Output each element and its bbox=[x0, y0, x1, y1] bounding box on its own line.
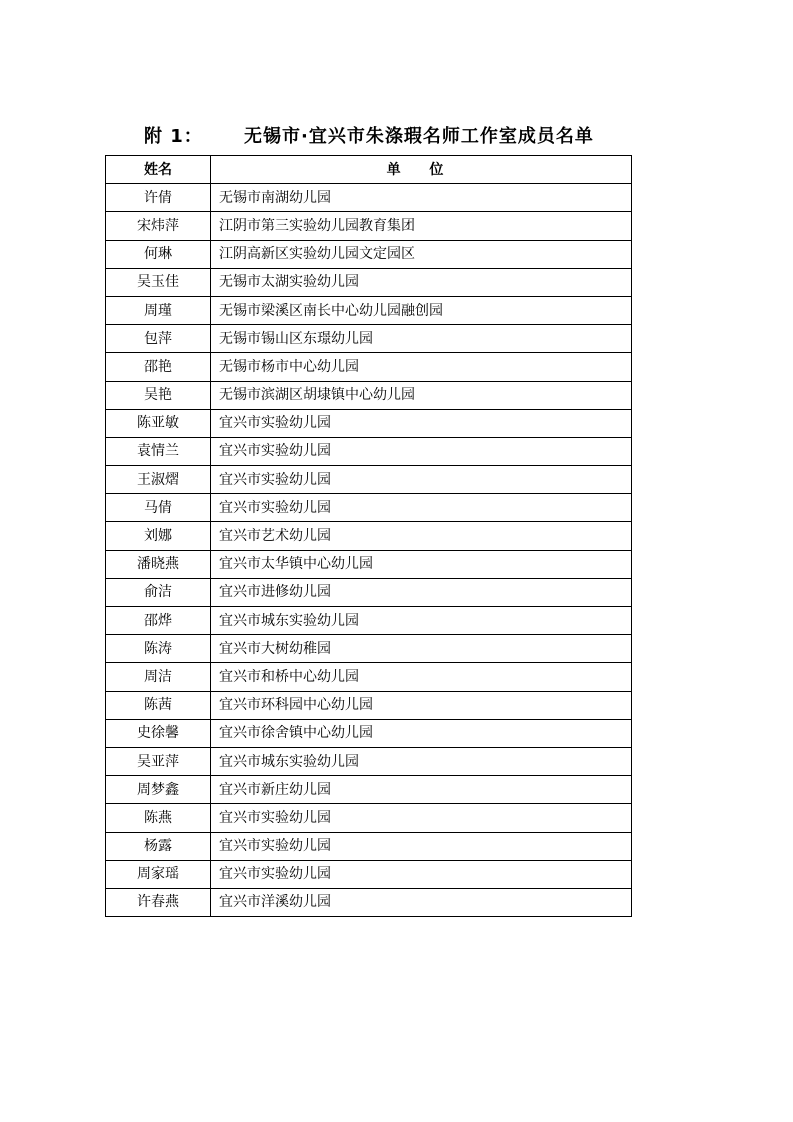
member-name-cell: 袁情兰 bbox=[106, 437, 211, 465]
member-unit-cell: 江阴高新区实验幼儿园文定园区 bbox=[211, 240, 632, 268]
member-name-cell: 周梦鑫 bbox=[106, 776, 211, 804]
table-row bbox=[106, 663, 632, 691]
member-name-cell: 周家瑶 bbox=[106, 860, 211, 888]
table-row bbox=[106, 832, 632, 860]
table-row bbox=[106, 860, 632, 888]
table-row bbox=[106, 578, 632, 606]
table-row bbox=[106, 240, 632, 268]
table-row bbox=[106, 437, 632, 465]
table-row bbox=[106, 747, 632, 775]
member-name-cell: 邵艳 bbox=[106, 353, 211, 381]
table-row bbox=[106, 888, 632, 916]
member-unit-cell: 无锡市滨湖区胡埭镇中心幼儿园 bbox=[211, 381, 632, 409]
member-name-cell: 陈燕 bbox=[106, 804, 211, 832]
header-name: 姓名 bbox=[106, 156, 211, 184]
member-name-cell: 包萍 bbox=[106, 325, 211, 353]
member-unit-cell: 宜兴市艺术幼儿园 bbox=[211, 522, 632, 550]
member-name-cell: 史徐馨 bbox=[106, 719, 211, 747]
table-body bbox=[106, 184, 632, 917]
member-unit-cell: 无锡市太湖实验幼儿园 bbox=[211, 268, 632, 296]
member-name-cell: 潘晓燕 bbox=[106, 550, 211, 578]
member-name-cell: 刘娜 bbox=[106, 522, 211, 550]
member-unit-cell: 宜兴市城东实验幼儿园 bbox=[211, 607, 632, 635]
table-row bbox=[106, 635, 632, 663]
member-unit-cell: 无锡市梁溪区南长中心幼儿园融创园 bbox=[211, 296, 632, 324]
member-name-cell: 吴亚萍 bbox=[106, 747, 211, 775]
header-unit: 单 位 bbox=[211, 156, 632, 184]
member-name-cell: 王淑熠 bbox=[106, 466, 211, 494]
header-row bbox=[106, 156, 632, 184]
table-header bbox=[106, 156, 632, 184]
table-row bbox=[106, 494, 632, 522]
member-unit-cell: 宜兴市洋溪幼儿园 bbox=[211, 888, 632, 916]
member-unit-cell: 宜兴市城东实验幼儿园 bbox=[211, 747, 632, 775]
table-row bbox=[106, 550, 632, 578]
member-unit-cell: 宜兴市实验幼儿园 bbox=[211, 832, 632, 860]
member-unit-cell: 江阴市第三实验幼儿园教育集团 bbox=[211, 212, 632, 240]
member-name-cell: 马倩 bbox=[106, 494, 211, 522]
table-row bbox=[106, 353, 632, 381]
table-row bbox=[106, 268, 632, 296]
table-row bbox=[106, 184, 632, 212]
document-title: 无锡市·宜兴市朱涤瑕名师工作室成员名单 bbox=[244, 126, 594, 147]
member-name-cell: 吴玉佳 bbox=[106, 268, 211, 296]
member-unit-cell: 宜兴市和桥中心幼儿园 bbox=[211, 663, 632, 691]
member-name-cell: 杨露 bbox=[106, 832, 211, 860]
member-name-cell: 俞洁 bbox=[106, 578, 211, 606]
document-heading bbox=[0, 118, 793, 150]
table-row bbox=[106, 296, 632, 324]
member-name-cell: 周洁 bbox=[106, 663, 211, 691]
member-unit-cell: 宜兴市进修幼儿园 bbox=[211, 578, 632, 606]
table-row bbox=[106, 212, 632, 240]
member-table bbox=[105, 155, 632, 917]
member-unit-cell: 宜兴市实验幼儿园 bbox=[211, 804, 632, 832]
member-unit-cell: 无锡市杨市中心幼儿园 bbox=[211, 353, 632, 381]
table-row bbox=[106, 691, 632, 719]
member-name-cell: 许倩 bbox=[106, 184, 211, 212]
member-unit-cell: 宜兴市太华镇中心幼儿园 bbox=[211, 550, 632, 578]
member-unit-cell: 宜兴市徐舍镇中心幼儿园 bbox=[211, 719, 632, 747]
member-name-cell: 许春燕 bbox=[106, 888, 211, 916]
table-row bbox=[106, 804, 632, 832]
member-unit-cell: 无锡市南湖幼儿园 bbox=[211, 184, 632, 212]
member-name-cell: 周瑾 bbox=[106, 296, 211, 324]
member-name-cell: 宋炜萍 bbox=[106, 212, 211, 240]
member-unit-cell: 宜兴市实验幼儿园 bbox=[211, 466, 632, 494]
member-name-cell: 陈涛 bbox=[106, 635, 211, 663]
table-row bbox=[106, 719, 632, 747]
member-name-cell: 何琳 bbox=[106, 240, 211, 268]
table-row bbox=[106, 607, 632, 635]
table-row bbox=[106, 325, 632, 353]
member-unit-cell: 宜兴市实验幼儿园 bbox=[211, 494, 632, 522]
table-row bbox=[106, 466, 632, 494]
member-unit-cell: 宜兴市新庄幼儿园 bbox=[211, 776, 632, 804]
member-name-cell: 吴艳 bbox=[106, 381, 211, 409]
attachment-label: 附 1： bbox=[144, 126, 203, 147]
member-unit-cell: 宜兴市实验幼儿园 bbox=[211, 409, 632, 437]
table-row bbox=[106, 776, 632, 804]
member-name-cell: 陈亚敏 bbox=[106, 409, 211, 437]
member-unit-cell: 宜兴市环科园中心幼儿园 bbox=[211, 691, 632, 719]
member-unit-cell: 宜兴市实验幼儿园 bbox=[211, 860, 632, 888]
member-unit-cell: 无锡市锡山区东璟幼儿园 bbox=[211, 325, 632, 353]
table-row bbox=[106, 522, 632, 550]
member-unit-cell: 宜兴市大树幼稚园 bbox=[211, 635, 632, 663]
member-name-cell: 陈茜 bbox=[106, 691, 211, 719]
member-name-cell: 邵烨 bbox=[106, 607, 211, 635]
member-unit-cell: 宜兴市实验幼儿园 bbox=[211, 437, 632, 465]
table-row bbox=[106, 381, 632, 409]
table-row bbox=[106, 409, 632, 437]
